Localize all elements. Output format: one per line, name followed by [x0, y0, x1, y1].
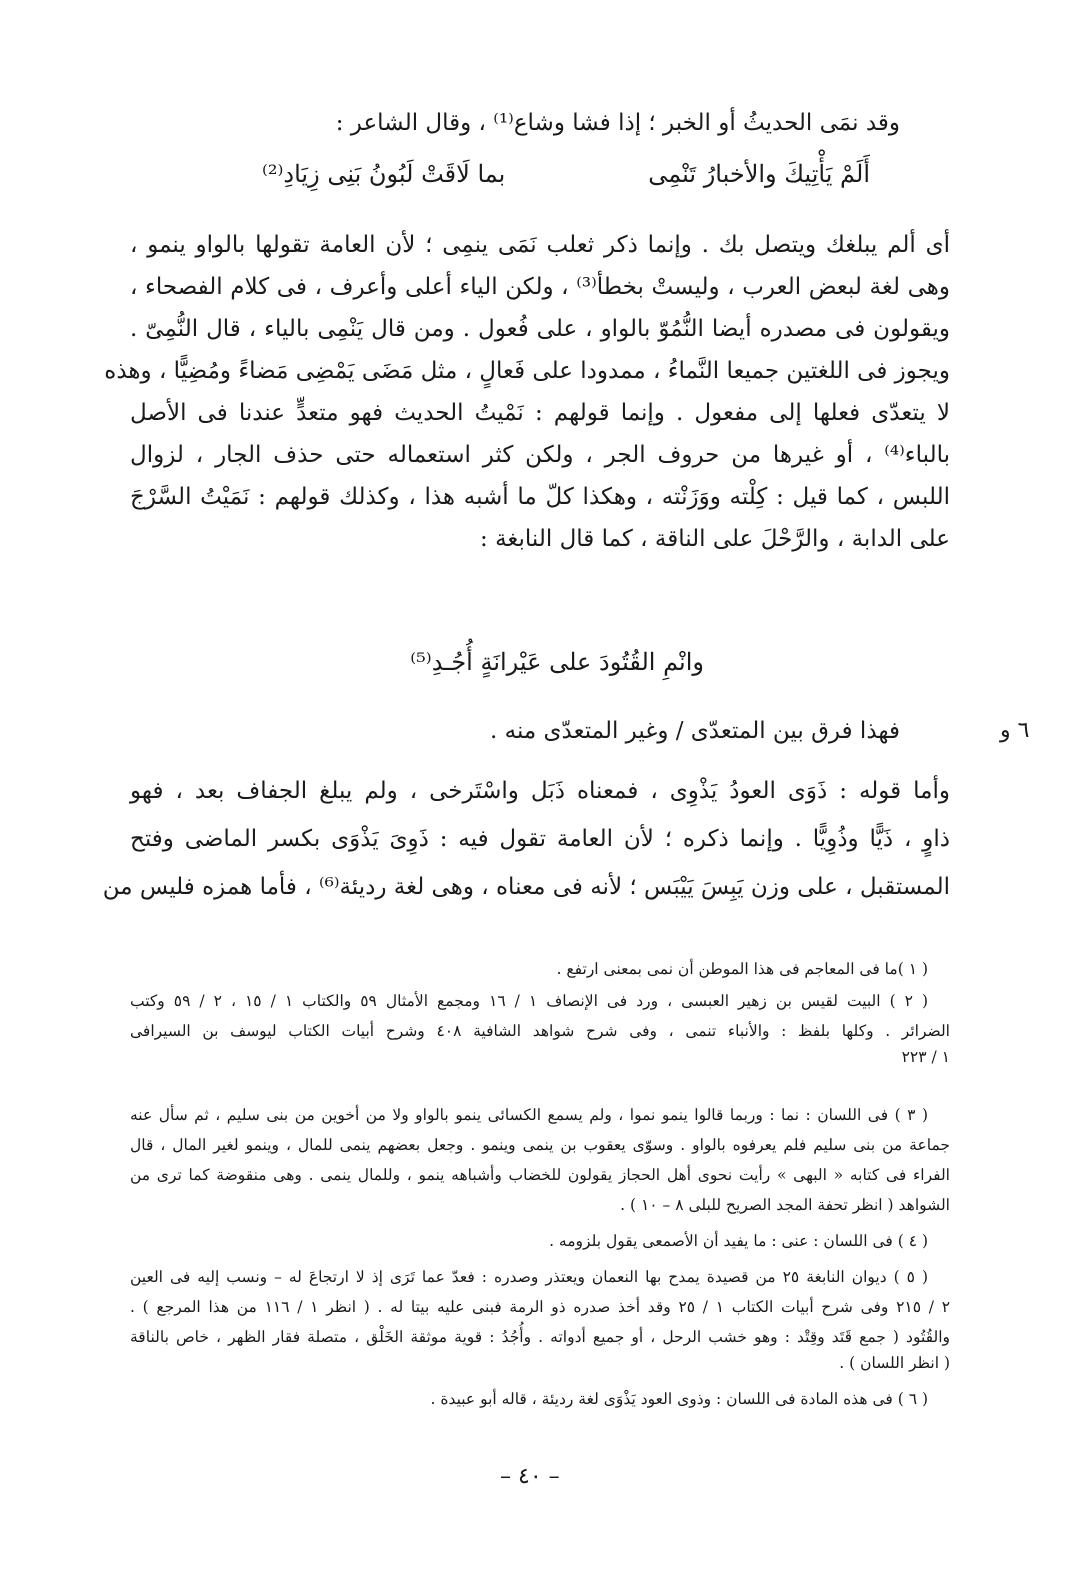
text-line: على الدابة ، والرَّحْلَ على الناقة ، كما قال النابغة : — [480, 526, 950, 552]
text-line: وهى لغة لبعض العرب ، وليستْ بخطأ⁽³⁾ ، ولكن الياء أعلى وأعرف ، فى كلام الفصحاء ، — [130, 274, 950, 300]
text-line: اللبس ، كما قيل : كِلْته ووَزَنْته ، وهكذا كلّ ما أشبه هذا ، وكذلك قولهم : نَمَيْتُ السَّرْجَ — [130, 484, 950, 510]
page-number: – ٤٠ – — [500, 1464, 560, 1489]
footnote-2: ( ٢ ) البيت لقيس بن زهير العبسى ، ورد فى الإنصاف ١ / ١٦ ومجمع الأمثال ٥٩ والكتاب ١ / ١٥ ، ٢ / ٥٩ وكتب — [130, 992, 929, 1010]
verse-2: وانْمِ القُتُودَ على عَيْرانَةٍ أُجُـدِ⁽⁵⁾ — [410, 648, 704, 676]
footnote-5-line: ( انظر اللسان ) . — [839, 1354, 950, 1372]
text-line: وأما قوله : ذَوَى العودُ يَذْوِى ، فمعناه ذَبَل واسْتَرخى ، ولم يبلغ الجفاف بعد ، فهو — [130, 778, 950, 804]
text-line: المستقبل ، على وزن يَبِسَ يَيْبَس ؛ لأنه فى معناه ، وهى لغة رديئة⁽⁶⁾ ، فأما همزه فليس من — [102, 874, 950, 900]
footnote-3-line: الفراء فى كتابه « البهى » رأيت نحوى أهل الحجاز يقولون للخضاب وأشباهه ينمو ، وللمال ينمى . وهى منقوضة كما ترى من — [130, 1166, 950, 1184]
text-line: ويجوز فى اللغتين جميعا النَّماءُ ، ممدودا على فَعالٍ ، مثل مَضَى يَمْضِى مَضاءً ومُضِيًّا ، وهذه — [104, 358, 950, 384]
footnote-2-line: ١ / ٢٢٣ — [901, 1048, 950, 1066]
verse-1-right-hemistich: أَلَمْ يَأْتِيكَ والأخبارُ تَنْمِى — [648, 160, 870, 188]
text-line: وقد نمَى الحديثُ أو الخبر ؛ إذا فشا وشاع⁽¹⁾ ، وقال الشاعر : — [335, 110, 900, 136]
footnote-4: ( ٤ ) فى اللسان : عنى : ما يفيد أن الأصمعى يقول بلزومه . — [549, 1232, 928, 1250]
text-line: أى ألم يبلغك ويتصل بك . وإنما ذكر ثعلب نَمَى ينمِى ؛ لأن العامة تقولها بالواو ينمو ، — [130, 232, 950, 258]
text-line: ذاوٍ ، ذَيًّا وذُوِيًّا . وإنما ذكره ؛ لأن العامة تقول فيه : ذَوِىَ يَذْوَى بكسر الماضى وفتح — [130, 826, 950, 852]
footnote-3-line: جماعة من بنى سليم فلم يعرفوه بالواو . وسوّى يعقوب بن ينمى وينمو . وجعل بعضهم ينمى للمال ، وينمو لغير المال ، قال — [130, 1136, 950, 1154]
footnote-5-line: ٢ / ٢١٥ وفى شرح أبيات الكتاب ١ / ٢٥ وقد أخذ صدره ذو الرمة فبنى عليه بيتا له . ( انظر ١ / ١١٦ من هذا المرجع ) . — [130, 1298, 951, 1316]
footnote-5: ( ٥ ) ديوان النابغة ٢٥ من قصيدة يمدح بها النعمان ويعتذر وصدره : فعدّ عما تَرَى إذ لا ارتجاعَ له – ونسب إليه فى العين — [130, 1268, 928, 1286]
footnote-5-line: والقُتُود ( جمع قَتَد وقِتْد : وهو خشب الرحل ، أو جميع أدواته . وأُجُدُ : قوية موثقة الخَلْق ، متصلة فقار الظهر ، خاص بالناقة — [130, 1328, 950, 1346]
footnote-1: ( ١ )ما فى المعاجم فى هذا الموطن أن نمى بمعنى ارتفع . — [556, 960, 928, 978]
text-line: لا يتعدّى فعلها إلى مفعول . وإنما قولهم : نَمْيتُ الحديث فهو متعدٍّ عندنا فى الأصل — [130, 400, 950, 426]
text-line: ويقولون فى مصدره أيضا النُّمُوّ بالواو ، على فُعول . ومن قال يَنْمِى بالياء ، قال النُّمِىّ . — [130, 316, 950, 342]
footnote-2-line: الضرائر . وكلها بلفظ : والأنباء تنمى ، وفى شرح شواهد الشافية ٤٠٨ وشرح أبيات الكتاب ليوسف بن السيرافى — [130, 1022, 950, 1040]
manuscript-folio-marker: ٦ و — [1000, 718, 1030, 743]
verse-1-left-hemistich: بما لَاقَتْ لَبُونُ بَنِى زِيَادِ⁽²⁾ — [262, 160, 506, 188]
text-line: بالباء⁽⁴⁾ ، أو غيرها من حروف الجر ، ولكن كثر استعماله حتى حذف الجار ، لزوال — [130, 442, 950, 468]
text-line: فهذا فرق بين المتعدّى / وغير المتعدّى منه . — [490, 718, 900, 744]
footnote-3-line: الشواهد ( انظر تحفة المجد الصريح للبلى ٨ – ١٠ ) . — [620, 1196, 950, 1214]
footnote-6: ( ٦ ) فى هذه المادة فى اللسان : وذوى العود يَذْوَى لغة رديئة ، قاله أبو عبيدة . — [430, 1390, 928, 1408]
footnote-3: ( ٣ ) فى اللسان : نما : وربما قالوا ينمو نموا ، ولم يسمع الكسائى ينمو بالواو ولا من أخوين من بنى سليم ، ثم سأل عنه — [130, 1106, 928, 1124]
